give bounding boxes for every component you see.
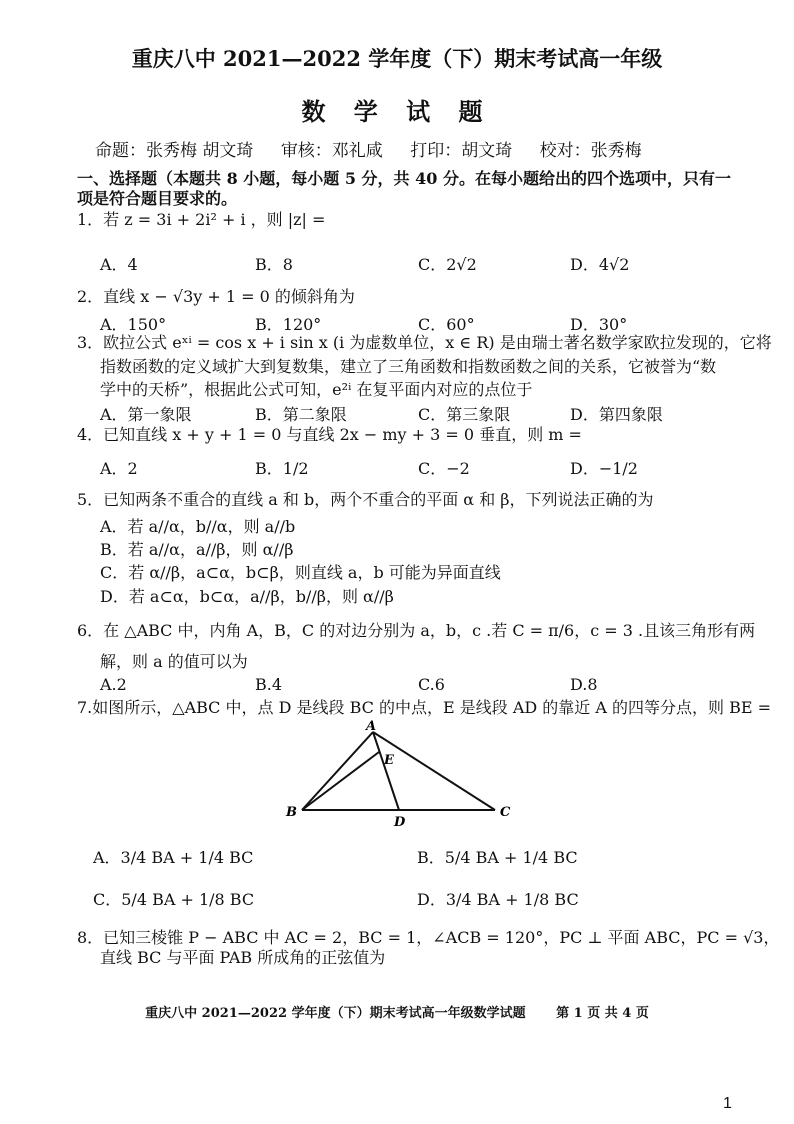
q5-option-c: C．若 α//β，a⊂α，b⊂β，则直线 a，b 可能为异面直线 [100, 563, 501, 582]
q4-option-b: B．1/2 [255, 459, 309, 478]
q4-option-c: C．−2 [418, 459, 470, 478]
q2-option-d: D．30° [570, 315, 628, 334]
credit-author: 命题：张秀梅 胡文琦 [95, 141, 254, 161]
q8-line1: 8．已知三棱锥 P − ABC 中 AC = 2，BC = 1，∠ACB = 120°，PC ⊥ 平面 ABC，PC = √3， [77, 928, 780, 947]
credit-proofreader: 校对：张秀梅 [539, 141, 642, 161]
q7-option-b: B．5/4 BA + 1/4 BC [417, 848, 578, 867]
q1-option-b: B．8 [255, 255, 293, 274]
exam-title: 重庆八中 2021—2022 学年度（下）期末考试高一年级 [131, 46, 663, 71]
exam-subtitle: 数 学 试 题 [301, 97, 493, 126]
q3-line2: 指数函数的定义域扩大到复数集，建立了三角函数和指数函数之间的关系，它被誉为“数 [100, 357, 717, 376]
q6-option-a: A.2 [100, 675, 127, 694]
q2-stem: 2．直线 x − √3y + 1 = 0 的倾斜角为 [77, 287, 355, 306]
section-heading-cont: 项是符合题目要求的。 [77, 189, 238, 208]
q2-option-a: A．150° [100, 315, 167, 334]
q2-option-b: B．120° [255, 315, 322, 334]
section-heading: 一、选择题（本题共 8 小题，每小题 5 分，共 40 分。在每小题给出的四个选项中，只有一 [77, 169, 731, 188]
q6-option-d: D.8 [570, 675, 598, 694]
q7-option-a: A．3/4 BA + 1/4 BC [93, 848, 254, 867]
q4-stem: 4．已知直线 x + y + 1 = 0 与直线 2x − my + 3 = 0 垂直，则 m = [77, 425, 582, 444]
segment-be [302, 752, 379, 810]
q5-option-b: B．若 a//α，a//β，则 α//β [100, 540, 294, 559]
footer-title: 重庆八中 2021—2022 学年度（下）期末考试高一年级数学试题 [145, 1006, 526, 1021]
q7-option-c: C．5/4 BA + 1/8 BC [93, 890, 255, 909]
q8-line2: 直线 BC 与平面 PAB 所成角的正弦值为 [100, 948, 386, 967]
q3-option-b: B．第二象限 [255, 405, 347, 424]
page-number: 1 [723, 1095, 732, 1112]
label-a: A [366, 719, 377, 734]
label-b: B [286, 805, 297, 820]
q6-option-c: C.6 [418, 675, 445, 694]
q3-option-a: A．第一象限 [100, 405, 192, 424]
label-e: E [384, 753, 394, 768]
q4-option-d: D．−1/2 [570, 459, 638, 478]
q3-option-c: C．第三象限 [418, 405, 511, 424]
segment-ad [373, 732, 399, 810]
q5-option-a: A．若 a//α，b//α，则 a//b [100, 517, 296, 536]
q5-stem: 5．已知两条不重合的直线 a 和 b，两个不重合的平面 α 和 β，下列说法正确的为 [77, 490, 654, 509]
segment-ab [302, 732, 373, 810]
credits-line [95, 136, 664, 161]
label-c: C [500, 805, 511, 820]
q1-stem: 1．若 z = 3i + 2i² + i ，则 |z| = [77, 210, 326, 229]
credit-reviewer: 审核：邓礼咸 [280, 141, 383, 161]
page-footer [0, 1002, 794, 1021]
triangle-figure [280, 718, 520, 830]
q7-stem: 7.如图所示，△ABC 中，点 D 是线段 BC 的中点，E 是线段 AD 的靠近 A 的四等分点，则 BE = [77, 698, 772, 717]
q3-line1: 3．欧拉公式 eˣⁱ = cos x + i sin x (i 为虚数单位，x ∈ R) 是由瑞士著名数学家欧拉发现的，它将 [77, 333, 772, 352]
footer-page: 第 1 页 共 4 页 [556, 1006, 649, 1021]
q3-option-d: D．第四象限 [570, 405, 663, 424]
segment-ac [373, 732, 495, 810]
q3-line3: 学中的天桥”，根据此公式可知，e²ⁱ 在复平面内对应的点位于 [100, 380, 533, 399]
q1-option-c: C．2√2 [418, 255, 477, 274]
label-d: D [394, 815, 406, 830]
q7-option-d: D．3/4 BA + 1/8 BC [417, 890, 579, 909]
q4-option-a: A．2 [100, 459, 138, 478]
q1-option-d: D．4√2 [570, 255, 630, 274]
q6-line1: 6．在 △ABC 中，内角 A，B，C 的对边分别为 a，b，c .若 C = π/6，c = 3 .且该三角形有两 [77, 621, 756, 640]
q2-option-c: C．60° [418, 315, 475, 334]
q1-option-a: A．4 [100, 255, 138, 274]
credit-printer: 打印：胡文琦 [410, 141, 513, 161]
q5-option-d: D．若 a⊂α，b⊂α，a//β，b//β，则 α//β [100, 587, 394, 606]
q6-option-b: B.4 [255, 675, 283, 694]
q6-line2: 解，则 a 的值可以为 [100, 652, 248, 671]
